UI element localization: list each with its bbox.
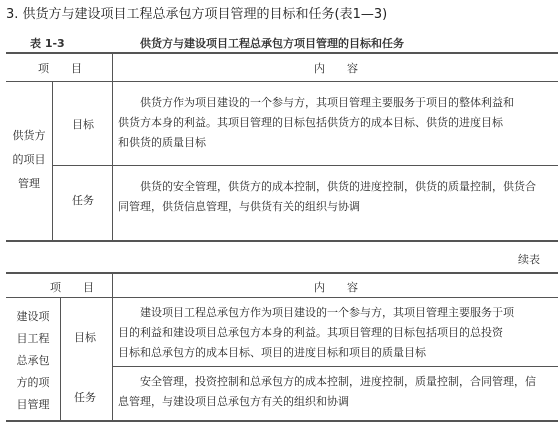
row-label-task: 任务 [72,194,94,207]
party-line: 供货方 [12,129,46,142]
row-content-task [118,372,556,412]
text-line: 建设项目工程总承包方作为项目建设的一个参与方，其项目管理主要服务于项 [118,306,514,319]
continued-label: 续表 [518,253,540,266]
row-content-goal [118,303,556,363]
text-line: 安全管理，投资控制和总承包方的成本控制，进度控制，质量控制，合同管理，信 [118,375,536,388]
party-line: 管理 [18,177,40,190]
text-line: 供货方本身的利益。其项目管理的目标包括供货方的成本目标、供货的进度目标 [118,116,503,129]
party-line: 目工程 [16,332,50,345]
party-line: 目管理 [16,398,50,411]
row-label-goal: 目标 [74,331,96,344]
party-line: 建设项 [16,310,50,323]
header-content: 内 容 [314,62,358,75]
section-heading: 3. 供货方与建设项目工程总承包方项目管理的目标和任务(表1—3) [6,7,388,22]
party-line: 方的项 [16,376,50,389]
text-line: 供货方作为项目建设的一个参与方，其项目管理主要服务于项目的整体利益和 [118,96,514,109]
text-line: 息管理，与建设项目总承包方有关的组织和协调 [118,395,349,408]
party-line: 的项目 [12,153,46,166]
text-line: 和供货的质量目标 [118,136,206,149]
header-item: 项 目 [50,281,94,294]
text-line: 目的利益和建设项目总承包方本身的利益。其项目管理的目标包括项目的总投资 [118,326,503,339]
table-number: 表 1-3 [30,37,65,50]
text-line: 同管理，供货信息管理，与供货有关的组织与协调 [118,200,360,213]
party-line: 总承包 [16,354,50,367]
row-label-task: 任务 [74,391,96,404]
text-line: 目标和总承包方的成本目标、项目的进度目标和项目的质量目标 [118,346,426,359]
party-cell [6,306,60,416]
table-title: 供货方与建设项目工程总承包方项目管理的目标和任务 [140,37,404,50]
text-line: 供货的安全管理，供货方的成本控制，供货的进度控制，供货的质量控制，供货合 [118,180,536,193]
header-item: 项 目 [38,62,82,75]
row-label-goal: 目标 [72,118,94,131]
header-content: 内 容 [314,281,358,294]
